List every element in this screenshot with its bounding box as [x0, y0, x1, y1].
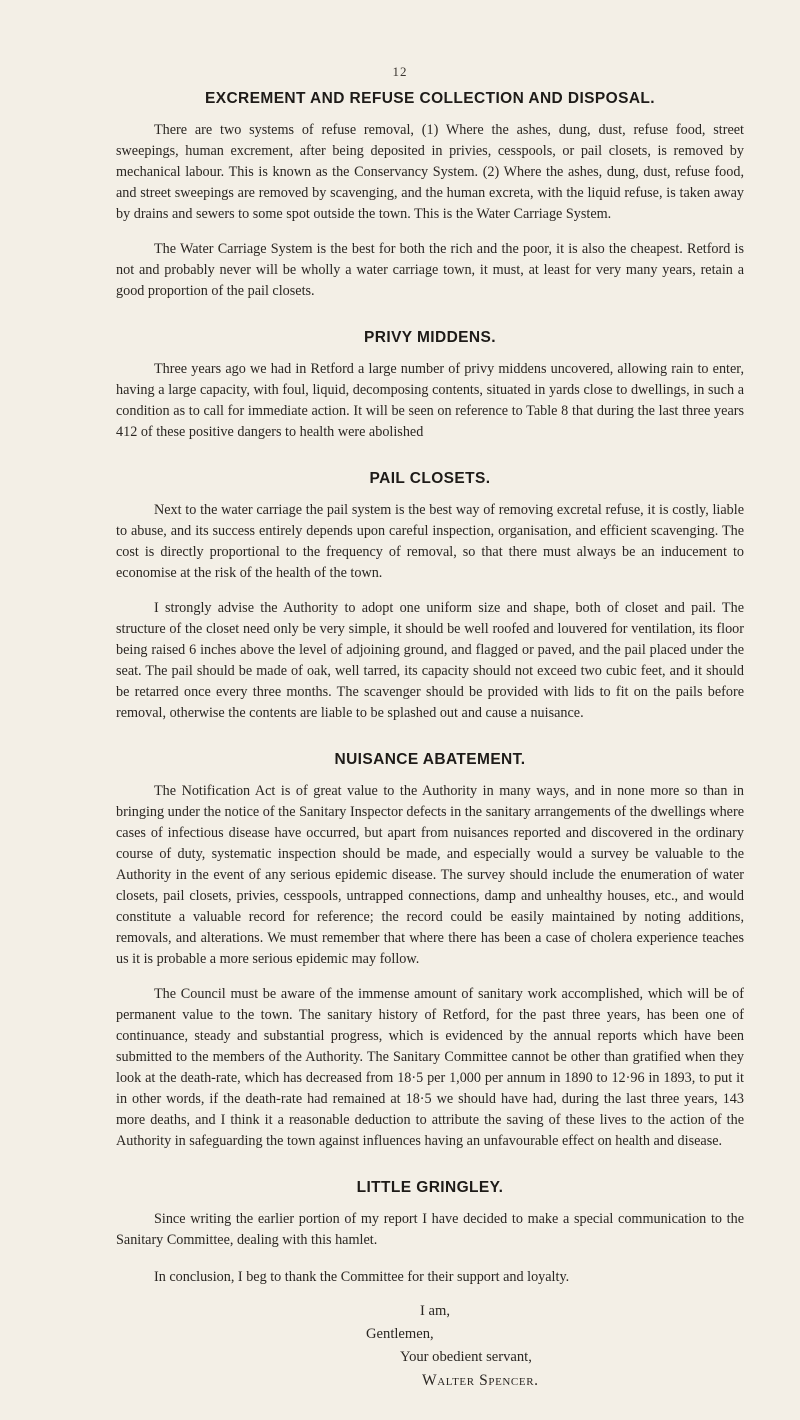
signature: Walter Spencer.: [422, 1372, 539, 1389]
section-heading: PAIL CLOSETS.: [369, 470, 491, 487]
section-heading: LITTLE GRINGLEY.: [356, 1179, 504, 1196]
paragraph: There are two systems of refuse removal, (1) Where the ashes, dung, dust, refuse food, street sweepings, human excrement, after being deposited in privies, cesspools, or pail closets, is removed by mechanical labour. This is known as the Conservancy System. (2) Where the ashes, dung, dust, refuse food, and street sweepings are removed by scavenging, and the human excreta, with the liquid refuse, is taken away by drains and sewers to some spot outside the town. This is the Water Carriage System.: [116, 122, 744, 222]
section-heading: EXCREMENT AND REFUSE COLLECTION AND DISPOSAL.: [204, 90, 655, 107]
report-body: [116, 90, 744, 1420]
paragraph: Next to the water carriage the pail system is the best way of removing excretal refuse, it is costly, liable to abuse, and its success entirely depends upon careful inspection, organisation, and efficient scavenging. The cost is directly proportional to the frequency of removal, so that there must always be an inducement to economise at the risk of the health of the town.: [116, 502, 744, 581]
closing-line: Your obedient servant,: [400, 1349, 532, 1365]
page-number: 12: [392, 64, 408, 79]
closing-salutation: Gentlemen,: [366, 1326, 434, 1342]
section-heading: NUISANCE ABATEMENT.: [334, 751, 526, 768]
section-heading: PRIVY MIDDENS.: [364, 329, 496, 346]
paragraph: Since writing the earlier portion of my report I have decided to make a special communication to the Sanitary Committee, dealing with this hamlet.: [116, 1211, 744, 1248]
letter-closing: [116, 1300, 744, 1420]
paragraph: In conclusion, I beg to thank the Committee for their support and loyalty.: [154, 1269, 570, 1285]
paragraph: I strongly advise the Authority to adopt one uniform size and shape, both of closet and pail. The structure of the closet need only be very simple, it should be well roofed and louvered for ventilation, its floor being raised 6 inches above the level of adjoining ground, and flagged or paved, and the pail placed under the seat. The pail should be made of oak, well tarred, its capacity should not exceed two cubic feet, and it should be retarred once every three months. The scavenger should be provided with lids to fit on the pails before removal, otherwise the contents are liable to be splashed out and cause a nuisance.: [116, 600, 744, 721]
closing-line: I am,: [420, 1303, 450, 1319]
paragraph: The Council must be aware of the immense amount of sanitary work accomplished, which will be of permanent value to the town. The sanitary history of Retford, for the past three years, has been one of continuance, steady and substantial progress, which is evidenced by the annual reports which have been submitted to the members of the Authority. The Sanitary Committee cannot be other than gratified when they look at the death-rate, which has decreased from 18·5 per 1,000 per annum in 1890 to 12·96 in 1893, to put it in other words, if the death-rate had remained at 18·5 we should have had, during the last three years, 143 more deaths, and I think it a reasonable deduction to attribute the saving of these lives to the action of the Authority in safeguarding the town against influences having an unfavourable effect on health and disease.: [116, 986, 744, 1149]
paragraph: The Water Carriage System is the best for both the rich and the poor, it is also the cheapest. Retford is not and probably never will be wholly a water carriage town, it must, at least for very many years, retain a good proportion of the pail closets.: [116, 241, 744, 299]
paragraph: Three years ago we had in Retford a large number of privy middens uncovered, allowing rain to enter, having a large capacity, with foul, liquid, decomposing contents, situated in yards close to dwellings, in such a condition as to call for immediate action. It will be seen on reference to Table 8 that during the last three years 412 of these positive dangers to health were abolished: [116, 361, 744, 440]
paragraph: The Notification Act is of great value to the Authority in many ways, and in none more so than in bringing under the notice of the Sanitary Inspector defects in the sanitary arrangements of the dwellings where cases of infectious disease have occurred, but apart from nuisances reported and discovered in the ordinary course of duty, systematic inspection should be made, and especially would a survey be valuable to the Authority in the event of any serious epidemic disease. The survey should include the enumeration of water closets, pail closets, privies, cesspools, untrapped connections, damp and unhealthy houses, etc., and would constitute a valuable record for reference; the record could be easily maintained by noting additions, removals, and alterations. We must remember that where there has been a case of cholera experience teaches us it is probable a more serious epidemic may follow.: [116, 783, 744, 967]
